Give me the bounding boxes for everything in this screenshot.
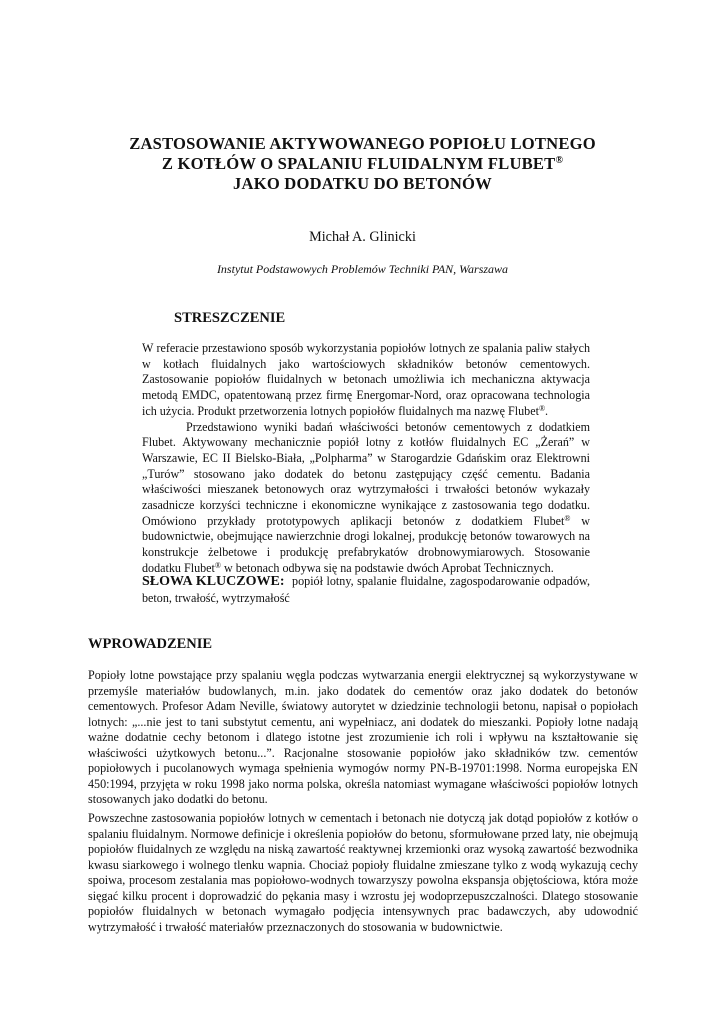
keywords-text: popiół lotny, spalanie fluidalne, zagospodarowanie odpadów, beton, trwałość, wytrzymałość — [142, 574, 590, 605]
title-line-3: JAKO DODATKU DO BETONÓW — [233, 174, 492, 193]
introduction-paragraph-1: Popioły lotne powstające przy spalaniu węgla podczas wytwarzania energii elektrycznej są wykorzystywane w przemyśle materiałów budowlanych, m.in. jako dodatek do cementów oraz jako dodatek do betonów cementowych. Profesor Adam Neville, światowy autorytet w dziedzinie technologii betonu, napisał o popiołach lotnych: „...nie jest to tani substytut cementu, ani wypełniacz, ani dodatek do mieszanki. Popioły lotne nadają ważne dodatnie cechy betonom i dlatego istotne jest zrozumienie ich roli i wpływu na kształtowanie się właściwości użytkowych betonu...”. Racjonalne stosowanie popiołów jako składników tzw. cementów popiołowych i pucolanowych wymaga spełnienia wymogów normy PN-B-19701:1998. Norma europejska EN 450:1994, przyjęta w roku 1998 jako norma polska, określa natomiast wymagane właściwości popiołów lotnych stosowanych jako dodatki do betonu. — [88, 668, 638, 806]
abstract-p2-part-c: w betonach odbywa się na podstawie dwóch Aprobat Technicznych. — [220, 560, 554, 575]
registered-mark: ® — [555, 155, 564, 166]
title-line-1: ZASTOSOWANIE AKTYWOWANEGO POPIOŁU LOTNEGO — [129, 134, 596, 153]
registered-mark: ® — [564, 513, 571, 523]
abstract-paragraph-2 — [142, 420, 590, 577]
abstract-p2-part-a: Przedstawiono wyniki badań właściwości betonów cementowych z dodatkiem Flubet. Aktywowany mechanicznie popiół lotny z kotłów fluidalnych EC „Żerań” w Warszawie, EC II Bielsko-Biała, „Polpharma” w Starogardzie Gdańskim oraz Elektrowni „Turów” stosowano jako dodatek do betonu zastępujący część cementu. Badania właściwości mieszanek betonowych oraz wytrzymałości i trwałości betonów wykazały zasadnicze korzyści techniczne i ekonomiczne wynikające z zastosowania tego dodatku. Omówiono przykłady prototypowych aplikacji betonów z dodatkiem Flubet — [142, 419, 590, 528]
author-affiliation: Instytut Podstawowych Problemów Techniki PAN, Warszawa — [216, 262, 509, 276]
author-name: Michał A. Glinicki — [309, 229, 416, 245]
abstract-heading: STRESZCZENIE — [174, 310, 286, 326]
keywords-label: SŁOWA KLUCZOWE: — [142, 574, 285, 589]
abstract-p1-text: W referacie przestawiono sposób wykorzystania popiołów lotnych ze spalania paliw stałych w kotłach fluidalnych jako wartościowych składników betonów cementowych. Zastosowanie popiołów fluidalnych w betonach umożliwia ich mechaniczna aktywacja metodą EMDC, opatentowaną przez firmę Energomar-Nord, oraz opracowana technologia ich użycia. Produkt przetworzenia lotnych popiołów fluidalnych ma nazwę Flubet — [142, 341, 590, 418]
introduction-heading: WPROWADZENIE — [88, 636, 213, 652]
title-line-2 — [60, 154, 665, 174]
registered-mark: ® — [538, 403, 546, 413]
paper-title — [60, 134, 665, 194]
abstract-p2-part-b: w budownictwie, obejmujące nawierzchnie drogi lokalnej, produkcję betonów towarowych na konstrukcje żelbetowe i produkcję prefabrykatów drobnowymiarowych. Stosowanie dodatku Flubet — [142, 513, 590, 575]
abstract-paragraph-1 — [142, 341, 590, 420]
introduction-paragraph-2: Powszechne zastosowania popiołów lotnych w cementach i betonach nie dotyczą jak dotąd popiołów z kotłów o spalaniu fluidalnym. Normowe definicje i określenia popiołów do betonu, sformułowane przed laty, nie obejmują popiołów fluidalnych ze względu na niską zawartość reaktywnej krzemionki oraz wysoką zawartość bezwodnika kwasu siarkowego i wolnego tlenku wapnia. Chociaż popioły fluidalne zmieszane tylko z wodą wykazują cechy spoiwa, procesom zestalania mas popiołowo-wodnych towarzyszy powolna ekspansja objętościowa, która może sięgać kilku procent i doprowadzić do pękania masy i wzrostu jej wodoprzepuszczalności. Dlatego stosowanie popiołów fluidalnych w betonach wymagało podjęcia intensywnych prac badawczych, aby udowodnić wytrzymałość i trwałość materiałów przeznaczonych do stosowania w budownictwie. — [88, 811, 638, 934]
abstract-p1-end: . — [545, 403, 549, 418]
abstract-body — [142, 341, 590, 577]
keywords-block — [142, 573, 590, 606]
registered-mark: ® — [214, 560, 221, 570]
title-line-2-text: Z KOTŁÓW O SPALANIU FLUIDALNYM FLUBET — [161, 154, 556, 173]
